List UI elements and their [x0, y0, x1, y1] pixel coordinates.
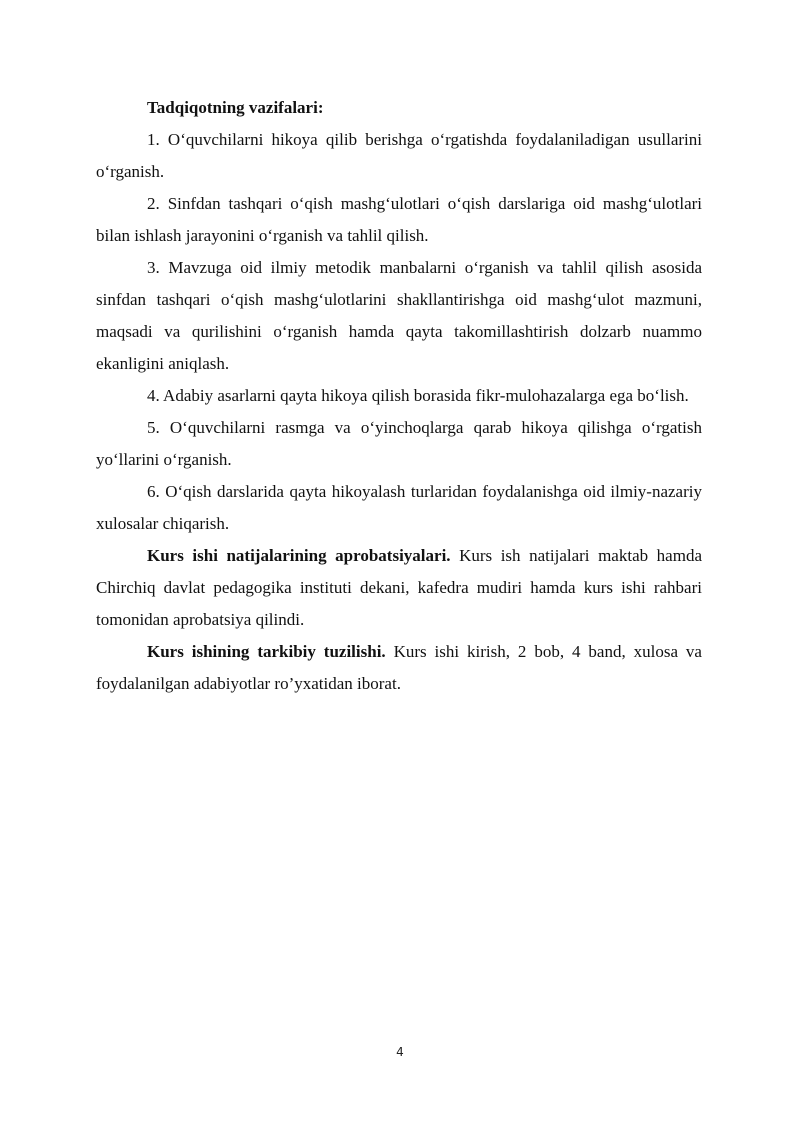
task-item-6: 6. O‘qish darslarida qayta hikoyalash turlaridan foydalanishga oid ilmiy-nazariy xulosalar chiqarish.	[96, 482, 702, 533]
task-item-5: 5. O‘quvchilarni rasmga va o‘yinchoqlarga qarab hikoya qilishga o‘rgatish yo‘llarini o‘rganish.	[96, 418, 702, 469]
task-item-3: 3. Mavzuga oid ilmiy metodik manbalarni o‘rganish va tahlil qilish asosida sinfdan tashqari o‘qish mashg‘ulotlarini shakllantirishga oid mashg‘ulot mazmuni, maqsadi va qurilishini o‘rganish hamda qayta takomillashtirish dolzarb nuammo ekanligini aniqlash.	[96, 258, 702, 373]
structure-paragraph	[96, 636, 702, 700]
page-number: 4	[396, 1045, 404, 1059]
structure-text: Kurs ishi kirish, 2 bob, 4 band, xulosa va foydalanilgan adabiyotlar ro’yxatidan iborat.	[96, 642, 702, 693]
document-page	[96, 92, 702, 700]
approbation-label: Kurs ishi natijalarining aprobatsiyalari.	[147, 546, 451, 565]
approbation-text: Kurs ish natijalari maktab hamda Chirchiq davlat pedagogika instituti dekani, kafedra mudiri hamda kurs ishi rahbari tomonidan aprobatsiya qilindi.	[96, 546, 702, 629]
structure-label: Kurs ishining tarkibiy tuzilishi.	[147, 642, 386, 661]
task-item-1: 1. O‘quvchilarni hikoya qilib berishga o‘rgatishda foydalaniladigan usullarini o‘rganish.	[96, 130, 702, 181]
tasks-heading: Tadqiqotning vazifalari:	[147, 98, 324, 117]
task-item-2: 2. Sinfdan tashqari o‘qish mashg‘ulotlari o‘qish darslariga oid mashg‘ulotlari bilan ishlash jarayonini o‘rganish va tahlil qilish.	[96, 194, 702, 245]
task-item-4: 4. Adabiy asarlarni qayta hikoya qilish borasida fikr-mulohazalarga ega bo‘lish.	[147, 386, 689, 405]
approbation-paragraph	[96, 540, 702, 636]
